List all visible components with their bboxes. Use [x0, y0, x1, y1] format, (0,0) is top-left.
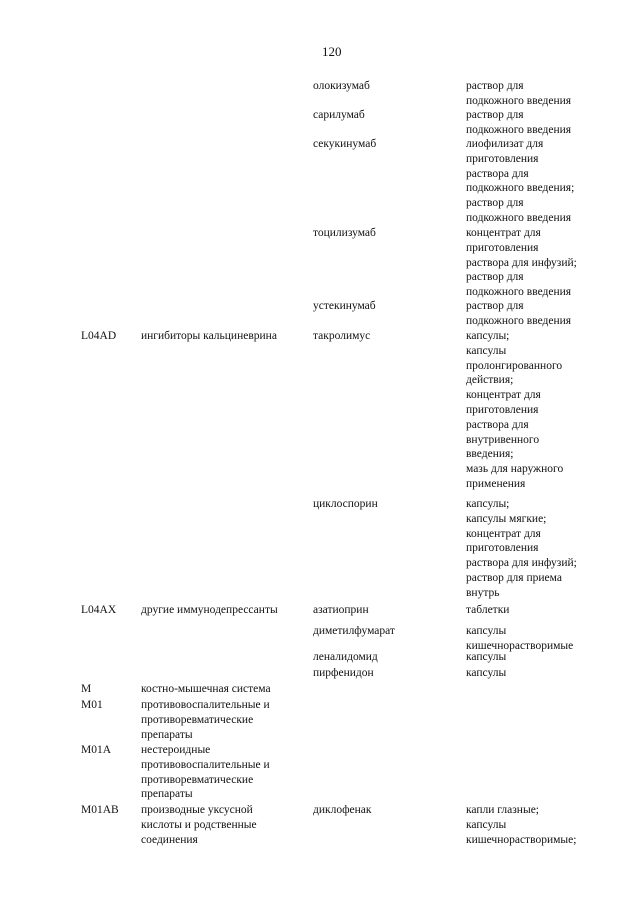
group-text-line: противовоспалительные и	[141, 699, 270, 711]
form-text-line: раствор для	[466, 197, 524, 210]
code-text-line: M01AB	[81, 804, 119, 816]
form-text-line: раствор для	[466, 109, 524, 121]
form-text-line: таблетки	[466, 604, 510, 616]
form-text-line: приготовления	[466, 403, 539, 416]
form-text-line: подкожного введения	[466, 314, 572, 327]
form-cell	[466, 329, 563, 492]
form-text-line: приготовления	[466, 542, 539, 555]
code-cell	[81, 743, 111, 758]
code-text-line: M01A	[81, 744, 112, 756]
form-cell	[466, 803, 576, 847]
drug-cell	[313, 497, 378, 512]
group-text-line: другие иммунодепрессанты	[141, 604, 278, 616]
drug-cell	[313, 137, 376, 152]
form-text-line: внутривенного	[466, 433, 540, 446]
code-text-line: L04AD	[81, 330, 117, 342]
form-text-line: применения	[466, 477, 526, 490]
drug-cell	[313, 299, 376, 314]
form-text-line: капсулы	[466, 667, 507, 679]
form-cell	[466, 650, 506, 665]
form-text-line: капсулы;	[466, 498, 510, 510]
group-text-line: препараты	[141, 788, 193, 801]
form-cell	[466, 497, 577, 601]
drug-cell	[313, 650, 378, 665]
form-text-line: действия;	[466, 374, 514, 387]
code-text-line: L04AX	[81, 604, 117, 616]
form-cell	[466, 108, 571, 138]
drug-cell	[313, 666, 374, 681]
form-text-line: подкожного введения	[466, 123, 572, 136]
group-text-line: нестероидные	[141, 744, 211, 756]
drug-cell	[313, 108, 365, 123]
code-cell	[81, 698, 103, 713]
form-text-line: внутрь	[466, 586, 500, 599]
form-text-line: капли глазные;	[466, 804, 539, 816]
group-text-line: производные уксусной	[141, 804, 253, 816]
form-cell	[466, 79, 571, 109]
drug-cell	[313, 624, 395, 639]
form-text-line: раствора для инфузий;	[466, 557, 577, 570]
form-text-line: лиофилизат для	[466, 138, 544, 150]
form-text-line: раствора для	[466, 167, 529, 180]
drug-text-line: циклоспорин	[313, 498, 378, 510]
group-text-line: костно-мышечная система	[141, 683, 271, 695]
group-text-line: соединения	[141, 833, 198, 846]
group-text-line: противоревматические	[141, 713, 254, 726]
group-text-line: противоревматические	[141, 773, 254, 786]
form-cell	[466, 299, 571, 329]
form-text-line: капсулы	[466, 651, 507, 663]
code-cell	[81, 603, 116, 618]
drug-cell	[313, 603, 369, 618]
form-text-line: раствор для	[466, 300, 524, 312]
group-text-line: ингибиторы кальциневрина	[141, 330, 277, 342]
form-text-line: капсулы	[466, 625, 507, 637]
drug-text-line: устекинумаб	[313, 300, 376, 312]
code-text-line: M01	[81, 699, 103, 711]
form-text-line: капсулы	[466, 818, 507, 831]
drug-cell	[313, 329, 370, 344]
group-text-line: противовоспалительные и	[141, 758, 270, 771]
form-text-line: раствора для инфузий;	[466, 256, 577, 269]
form-cell	[466, 603, 509, 618]
group-cell	[141, 329, 277, 344]
drug-text-line: такролимус	[313, 330, 371, 342]
form-text-line: концентрат для	[466, 527, 541, 540]
drug-text-line: секукинумаб	[313, 138, 377, 150]
code-cell	[81, 329, 116, 344]
form-text-line: раствора для	[466, 418, 529, 431]
group-cell	[141, 698, 270, 742]
form-cell	[466, 137, 574, 226]
group-cell	[141, 603, 278, 618]
form-text-line: концентрат для	[466, 227, 541, 239]
group-text-line: препараты	[141, 728, 193, 741]
drug-text-line: диметилфумарат	[313, 625, 395, 637]
form-text-line: пролонгированного	[466, 359, 563, 372]
form-cell	[466, 226, 577, 300]
form-text-line: подкожного введения	[466, 211, 572, 224]
drug-cell	[313, 79, 370, 94]
drug-text-line: азатиоприн	[313, 604, 369, 616]
code-text-line: M	[81, 683, 92, 695]
form-text-line: кишечнорастворимые	[466, 639, 574, 652]
form-text-line: подкожного введения;	[466, 182, 575, 195]
group-text-line: кислоты и родственные	[141, 818, 257, 831]
form-text-line: введения;	[466, 448, 514, 461]
form-text-line: концентрат для	[466, 389, 541, 402]
form-text-line: кишечнорастворимые;	[466, 833, 577, 846]
form-cell	[466, 666, 506, 681]
drug-cell	[313, 226, 376, 241]
form-text-line: приготовления	[466, 241, 539, 254]
form-text-line: раствор для	[466, 80, 524, 92]
group-cell	[141, 743, 270, 802]
group-cell	[141, 682, 271, 697]
form-text-line: раствор для приема	[466, 571, 562, 584]
drug-text-line: леналидомид	[313, 651, 378, 663]
drug-text-line: диклофенак	[313, 804, 372, 816]
form-text-line: подкожного введения	[466, 286, 572, 299]
drug-cell	[313, 803, 371, 818]
form-text-line: капсулы мягкие;	[466, 512, 547, 525]
form-text-line: капсулы;	[466, 330, 510, 342]
form-text-line: подкожного введения	[466, 94, 572, 107]
drug-text-line: тоцилизумаб	[313, 227, 376, 239]
drug-text-line: олокизумаб	[313, 80, 370, 92]
form-text-line: мазь для наружного	[466, 463, 564, 476]
code-cell	[81, 803, 119, 818]
drug-text-line: сарилумаб	[313, 109, 365, 121]
form-text-line: раствор для	[466, 271, 524, 284]
code-cell	[81, 682, 91, 697]
drug-text-line: пирфенидон	[313, 667, 374, 679]
page-number: 120	[322, 44, 342, 59]
form-text-line: капсулы	[466, 344, 507, 357]
form-text-line: приготовления	[466, 152, 539, 165]
group-cell	[141, 803, 257, 847]
